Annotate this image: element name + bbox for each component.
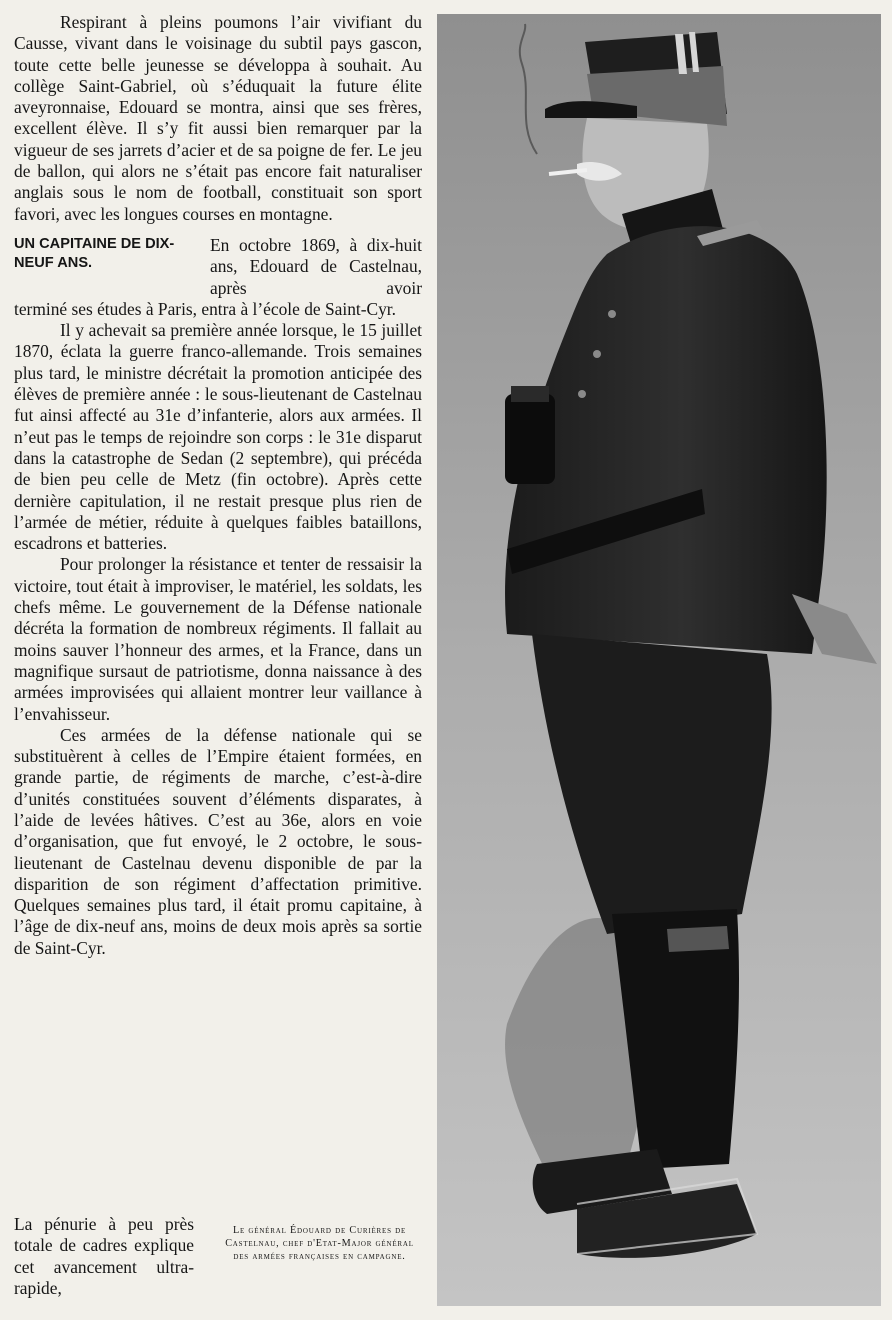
paragraph-6: La pénurie à peu près totale de cadres explique cet avancement ultra-rapide, bbox=[14, 1214, 194, 1298]
photo-caption: Le général Édouard de Curières de Castelnau, chef d'Etat-Major général des armées françaises en campagne. bbox=[225, 1225, 414, 1263]
paragraph-1: Respirant à pleins poumons l’air vivifiant du Causse, vivant dans le voisinage du subtil pays gascon, toute cette belle jeunesse se développa à souhait. Au collège Saint-Gabriel, où s’éduquait la future élite aveyronnaise, Edouard se montra, ainsi que ses frères, excellent élève. Il s’y fit aussi bien remarquer par la vigueur de ses jarrets d’acier et de sa poigne de fer. Le jeu de ballon, qui alors ne s’était pas encore fait naturaliser anglais sous le nom de football, constituait son sport favori, avec les longues courses en montagne. bbox=[14, 12, 422, 224]
portrait-photo bbox=[437, 14, 881, 1306]
general-portrait-illustration bbox=[437, 14, 881, 1306]
paragraph-3: Il y achevait sa première année lorsque, le 15 juillet 1870, éclata la guerre franco-allemande. Trois semaines plus tard, le ministre décrétait la promotion anticipée des élèves de première année : le sous-lieutenant de Castelnau fut ainsi affecté au 31e d’infanterie, alors aux armées. Il n’eut pas le temps de rejoindre son corps : le 31e disparut dans la catastrophe de Sedan (2 septembre), qui précéda de bien peu celle de Metz (fin octobre). Après cette dernière capitulation, il ne restait presque plus rien de l’armée de métier, réduite à quelques faibles bataillons, escadrons et batteries. bbox=[14, 320, 422, 554]
section-header-row bbox=[14, 235, 422, 299]
paragraph-2-rest: terminé ses études à Paris, entra à l’école de Saint-Cyr. bbox=[14, 298, 396, 319]
paragraph-5: Ces armées de la défense nationale qui se substituèrent à celles de l’Empire étaient formées, en grande partie, de régiments de marche, c’est-à-dire d’unités constituées souvent d’éléments disparates, à l’aide de levées hâtives. C’est au 36e, alors en voie d’organisation, que fut envoyé, le 2 octobre, le sous-lieutenant de Castelnau devenu disponible de par la disparition de son régiment d’affectation primitive. Quelques semaines plus tard, il était promu capitaine, à l’âge de dix-neuf ans, moins de deux mois après sa sortie de Saint-Cyr. bbox=[14, 724, 422, 958]
paragraph-2-start: En octobre 1869, à dix-huit ans, Edouard de Castelnau, après avoir bbox=[210, 234, 422, 298]
bottom-row bbox=[14, 1214, 422, 1304]
section-heading: UN CAPITAINE DE DIX-NEUF ANS. bbox=[14, 235, 175, 271]
text-column bbox=[14, 12, 422, 959]
paragraph-4: Pour prolonger la résistance et tenter de ressaisir la victoire, tout était à improviser, le matériel, les soldats, les chefs même. Le gouvernement de la Défense nationale décréta la formation de nombreux régiments. Il fallait au moins sauver l’honneur des armes, et la France, dans un magnifique sursaut de patriotisme, donna naissance à des armées improvisées qui allaient montrer leur vaillance à l’envahisseur. bbox=[14, 554, 422, 724]
